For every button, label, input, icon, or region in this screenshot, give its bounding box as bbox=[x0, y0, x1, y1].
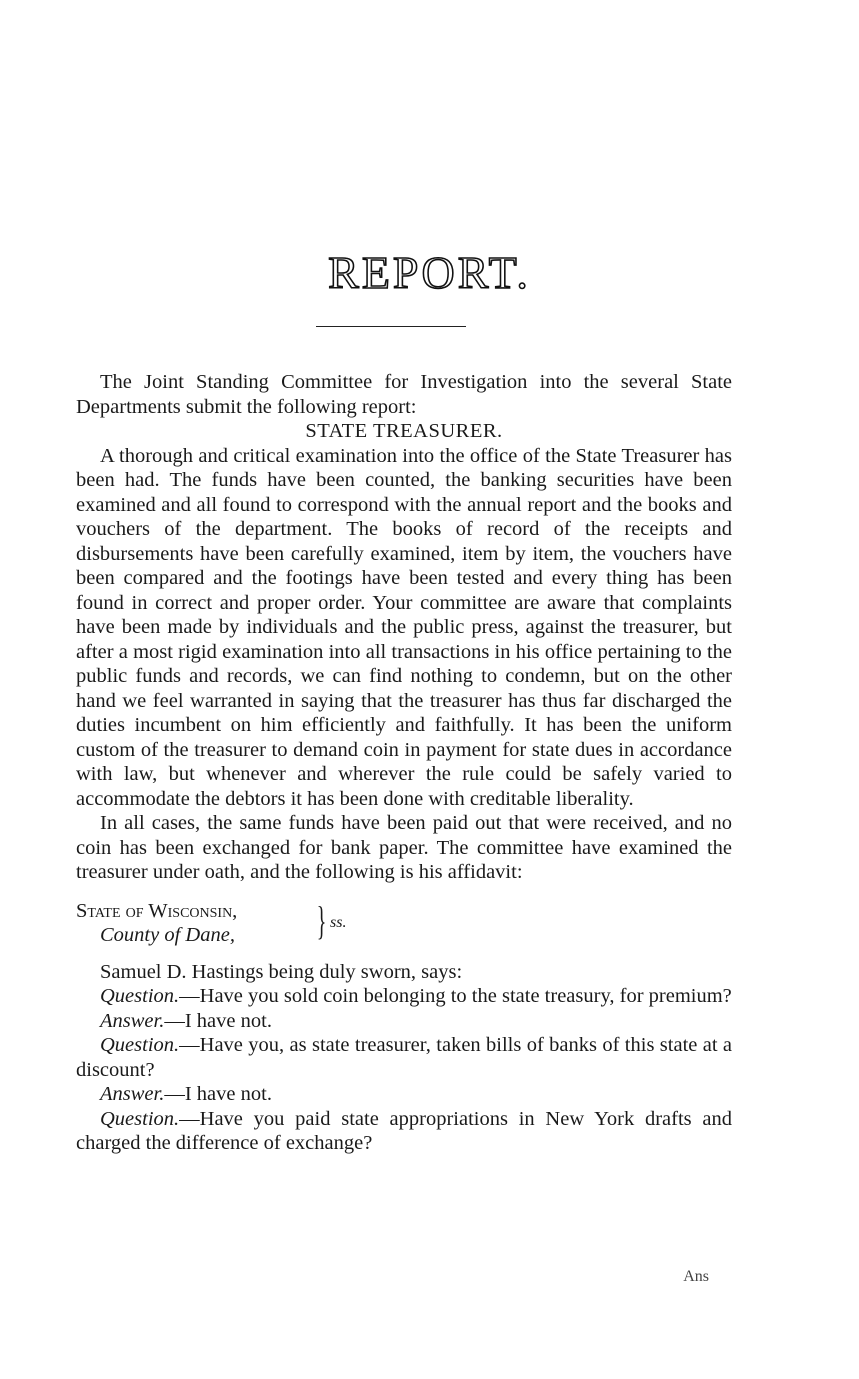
qa-item bbox=[76, 1082, 732, 1107]
title-rule bbox=[316, 326, 466, 327]
qa-label: Question. bbox=[100, 1107, 180, 1130]
qa-label: Answer. bbox=[100, 1083, 165, 1105]
qa-item bbox=[76, 1009, 732, 1034]
qa-text: —Have you paid state appropriations in New York drafts and charged the difference of exchange? bbox=[76, 1107, 732, 1154]
qa-text: —I have not. bbox=[164, 1083, 272, 1105]
intro-paragraph: The Joint Standing Committee for Investigation into the several State Departments submit the following report: bbox=[76, 371, 732, 418]
qa-text: —I have not. bbox=[164, 1009, 272, 1032]
venue-state: State of Wisconsin, bbox=[76, 899, 238, 922]
catchword: Ans bbox=[683, 1268, 709, 1285]
qa-label: Answer. bbox=[100, 1009, 165, 1032]
title-text: REPORT. bbox=[328, 247, 531, 298]
sworn-statement: Samuel D. Hastings being duly sworn, says: bbox=[100, 960, 463, 983]
qa-item bbox=[76, 984, 732, 1009]
qa-text: —Have you, as state treasurer, taken bills of banks of this state at a discount? bbox=[76, 1034, 732, 1081]
qa-label: Question. bbox=[100, 985, 180, 1007]
venue-block bbox=[76, 899, 732, 948]
paragraph-1: A thorough and critical examination into the office of the State Treasurer has been had. The funds have been counted, the banking securities have been examined and all found to correspond with the annual report and the books and vouchers of the department. The books of record of the receipts and disbursements have been carefully examined, item by item, the vouchers have been compared and the footings have been tested and every thing has been found in correct and proper order. Your committee are aware that complaints have been made by individuals and the public press, against the treasurer, but after a most rigid examination into all transactions in his office pertaining to the public funds and records, we can find nothing to condemn, but on the other hand we feel warranted in saying that the treasurer has thus far discharged the duties incumbent on him efficiently and faithfully. It has been the uniform custom of the treasurer to demand coin in payment for state dues in accordance with law, but whenever and wherever the rule could be safely varied to accommodate the debtors it has been done with creditable liberality. bbox=[76, 444, 732, 810]
venue-ss: ss. bbox=[330, 913, 347, 931]
venue-county: County of Dane, bbox=[100, 924, 235, 946]
qa-item bbox=[76, 1107, 732, 1156]
page-title bbox=[0, 248, 859, 299]
paragraph-2: In all cases, the same funds have been paid out that were received, and no coin has been exchanged for bank paper. The committee have examined the treasurer under oath, and the following is his affidavit: bbox=[76, 812, 732, 883]
section-heading: STATE TREASURER. bbox=[305, 420, 503, 442]
report-body bbox=[76, 370, 732, 1156]
qa-text: —Have you sold coin belonging to the state treasury, for premium? bbox=[179, 985, 732, 1007]
venue-brace: } bbox=[316, 897, 327, 943]
qa-item bbox=[76, 1033, 732, 1082]
qa-label: Question. bbox=[100, 1034, 180, 1056]
